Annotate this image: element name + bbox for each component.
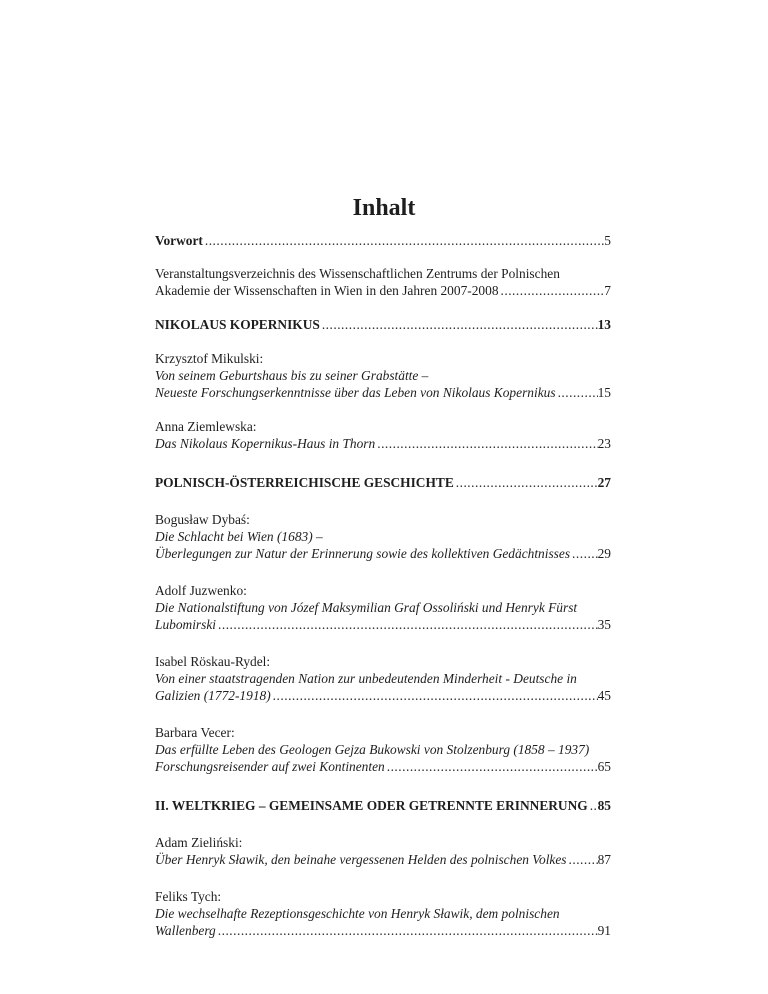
toc-section-heading	[155, 316, 611, 333]
toc-page-number: 7	[604, 283, 611, 298]
dot-leader	[499, 282, 605, 299]
toc-entry	[155, 265, 611, 299]
toc-entry	[155, 511, 611, 562]
dot-leader	[567, 851, 598, 868]
toc-author: Adam Zieliński:	[155, 835, 243, 850]
toc-title-text: NIKOLAUS KOPERNIKUS	[155, 317, 320, 332]
toc-line	[155, 367, 611, 384]
table-of-contents	[155, 232, 611, 939]
toc-line	[155, 545, 611, 562]
toc-line	[155, 435, 611, 452]
toc-title-text: POLNISCH-ÖSTERREICHISCHE GESCHICHTE	[155, 475, 454, 490]
toc-page-number: 27	[597, 475, 611, 490]
toc-line	[155, 905, 611, 922]
toc-line	[155, 384, 611, 401]
toc-author: Feliks Tych:	[155, 889, 222, 904]
toc-title-text: Die Schlacht bei Wien (1683) –	[155, 529, 323, 544]
toc-title-text: Vorwort	[155, 233, 203, 248]
dot-leader	[320, 316, 598, 333]
toc-line	[155, 797, 611, 814]
toc-title-text: Von seinem Geburtshaus bis zu seiner Grabstätte –	[155, 368, 429, 383]
toc-entry	[155, 582, 611, 633]
toc-entry	[155, 888, 611, 939]
toc-author: Bogusław Dybaś:	[155, 512, 250, 527]
dot-leader	[216, 922, 598, 939]
toc-title-text: Lubomirski	[155, 617, 217, 632]
toc-author: Barbara Vecer:	[155, 725, 235, 740]
toc-title-text: Wallenberg	[155, 923, 216, 938]
dot-leader	[588, 797, 598, 814]
toc-line	[155, 232, 611, 249]
toc-title-text: Die Nationalstiftung von Józef Maksymilian Graf Ossoliński und Henryk Fürst	[155, 600, 578, 615]
toc-page-number: 85	[597, 798, 611, 813]
dot-leader	[454, 474, 598, 491]
toc-title-text: Veranstaltungsverzeichnis des Wissenschaftlichen Zentrums der Polnischen	[155, 266, 560, 281]
toc-line	[155, 316, 611, 333]
toc-title-text: Akademie der Wissenschaften in Wien in den Jahren 2007-2008	[155, 283, 499, 298]
toc-page-number: 29	[597, 546, 611, 561]
toc-line	[155, 670, 611, 687]
toc-title-text: Galizien (1772-1918)	[155, 688, 271, 703]
toc-page-number: 23	[597, 436, 611, 451]
toc-author: Anna Ziemlewska:	[155, 419, 257, 434]
dot-leader	[203, 232, 604, 249]
toc-line	[155, 741, 611, 758]
toc-author: Adolf Juzwenko:	[155, 583, 247, 598]
toc-author: Krzysztof Mikulski:	[155, 351, 264, 366]
toc-line	[155, 851, 611, 868]
toc-page-number: 45	[597, 688, 611, 703]
toc-page-number: 15	[597, 385, 611, 400]
toc-title-text: Das Nikolaus Kopernikus-Haus in Thorn	[155, 436, 376, 451]
toc-line	[155, 616, 611, 633]
toc-entry	[155, 653, 611, 704]
toc-entry	[155, 418, 611, 452]
toc-title-text: Das erfüllte Leben des Geologen Gejza Bukowski von Stolzenburg (1858 – 1937)	[155, 742, 590, 757]
toc-title-text: II. WELTKRIEG – GEMEINSAME ODER GETRENNTE ERINNERUNG	[155, 798, 588, 813]
toc-page-number: 87	[597, 852, 611, 867]
toc-entry	[155, 350, 611, 401]
dot-leader	[271, 687, 598, 704]
dot-leader	[216, 616, 598, 633]
toc-line	[155, 758, 611, 775]
toc-entry	[155, 724, 611, 775]
toc-title-text: Über Henryk Sławik, den beinahe vergessenen Helden des polnischen Volkes	[155, 852, 567, 867]
toc-page-number: 65	[597, 759, 611, 774]
toc-entry	[155, 232, 611, 249]
toc-section-heading	[155, 474, 611, 491]
toc-page-number: 35	[597, 617, 611, 632]
dot-leader	[385, 758, 598, 775]
toc-line	[155, 922, 611, 939]
toc-line	[155, 528, 611, 545]
toc-page-number: 91	[597, 923, 611, 938]
toc-title-text: Von einer staatstragenden Nation zur unbedeutenden Minderheit - Deutsche in	[155, 671, 577, 686]
toc-entry	[155, 834, 611, 868]
page-title: Inhalt	[352, 195, 416, 221]
dot-leader	[556, 384, 598, 401]
toc-author: Isabel Röskau-Rydel:	[155, 654, 271, 669]
toc-title-text: Forschungsreisender auf zwei Kontinenten	[155, 759, 385, 774]
toc-section-heading	[155, 797, 611, 814]
dot-leader	[570, 545, 598, 562]
toc-line	[155, 474, 611, 491]
toc-page-number: 13	[597, 317, 611, 332]
toc-line	[155, 687, 611, 704]
toc-line	[155, 282, 611, 299]
toc-title-text: Neueste Forschungserkenntnisse über das Leben von Nikolaus Kopernikus	[155, 385, 556, 400]
dot-leader	[375, 435, 597, 452]
toc-page-number: 5	[604, 233, 611, 248]
toc-title-text: Die wechselhafte Rezeptionsgeschichte von Henryk Sławik, dem polnischen	[155, 906, 560, 921]
toc-line	[155, 265, 611, 282]
toc-line	[155, 599, 611, 616]
toc-title-text: Überlegungen zur Natur der Erinnerung sowie des kollektiven Gedächtnisses	[155, 546, 571, 561]
